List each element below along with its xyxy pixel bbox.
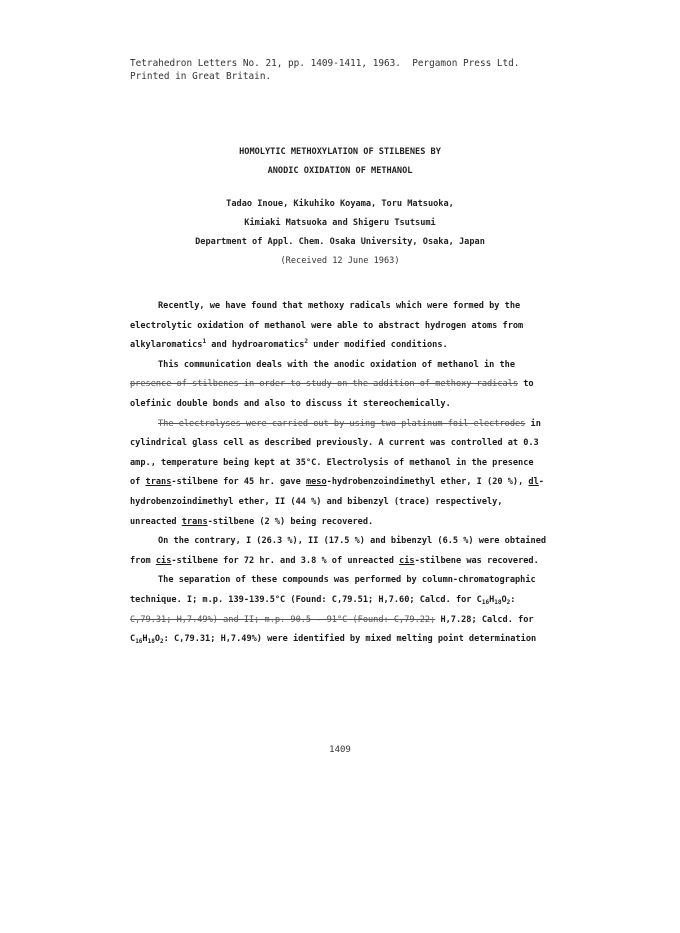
paper-title	[0, 143, 680, 181]
journal-header	[130, 57, 519, 83]
header-citation: Tetrahedron Letters No. 21, pp. 1409-1411, 1963. Pergamon Press Ltd.	[130, 58, 520, 69]
title-line-2: ANODIC OXIDATION OF METHANOL	[267, 166, 413, 176]
received-date: (Received 12 June 1963)	[280, 256, 400, 266]
footnote-ref-2: 2	[304, 338, 308, 346]
title-line-1: HOMOLYTIC METHOXYLATION OF STILBENES BY	[239, 147, 441, 157]
paragraph-2: This communication deals with the anodic oxidation of methanol in the presence of stilbenes in order to study on the addition of methoxy radicals to olefinic double bonds and also to discuss it stereochemically.	[130, 359, 534, 409]
header-printed: Printed in Great Britain.	[130, 71, 272, 82]
paragraph-5: The separation of these compounds was performed by column-chromatographic technique. I; m.p. 139-139.5°C (Found: C,79.51; H,7.60; Calcd. for $C_{16}H_{18}O_2$: C,79.31; H,7.49%) and II; m.p. 90.5 - 91°C (Found: C,79.22; H,7.28; Calcd. for $C_{16}H_{18}O_2$: C,79.31; H,7.49%) were identified by mixed melting point determination	[130, 575, 537, 646]
article-body	[130, 297, 548, 650]
affiliation: Department of Appl. Chem. Osaka University, Osaka, Japan	[195, 237, 485, 247]
author-block	[0, 195, 680, 271]
authors-line-1: Tadao Inoue, Kikuhiko Koyama, Toru Matsuoka,	[226, 199, 454, 209]
footnote-ref-1: 1	[202, 338, 207, 346]
paragraph-4: On the contrary, I (26.3 %), II (17.5 %) and bibenzyl (6.5 %) were obtained from cis-stilbene for 72 hr. and 3.8 % of unreacted cis-stilbene was recovered.	[130, 536, 547, 566]
authors-line-2: Kimiaki Matsuoka and Shigeru Tsutsumi	[244, 218, 436, 228]
page-number: 1409	[329, 745, 351, 755]
paragraph-3: The electrolyses were carried out by using two platinum foil electrodes in cylindrical glass cell as described previously. A current was controlled at 0.3 amp., temperature being kept at 35°C. Electrolysis of methanol in the presence of trans-stilbene for 45 hr. gave meso-hydrobenzoindimethyl ether, I (20 %), dl-hydrobenzoindimethyl ether, II (44 %) and bibenzyl (trace) respectively, unreacted trans-stilbene (2 %) being recovered.	[130, 418, 544, 527]
paragraph-1: Recently, we have found that methoxy radicals which were formed by the electrolytic oxidation of methanol were able to abstract hydrogen atoms from alkylaromatics$^1$ and hydroaromatics$^2$ under modified conditions.	[130, 301, 524, 351]
